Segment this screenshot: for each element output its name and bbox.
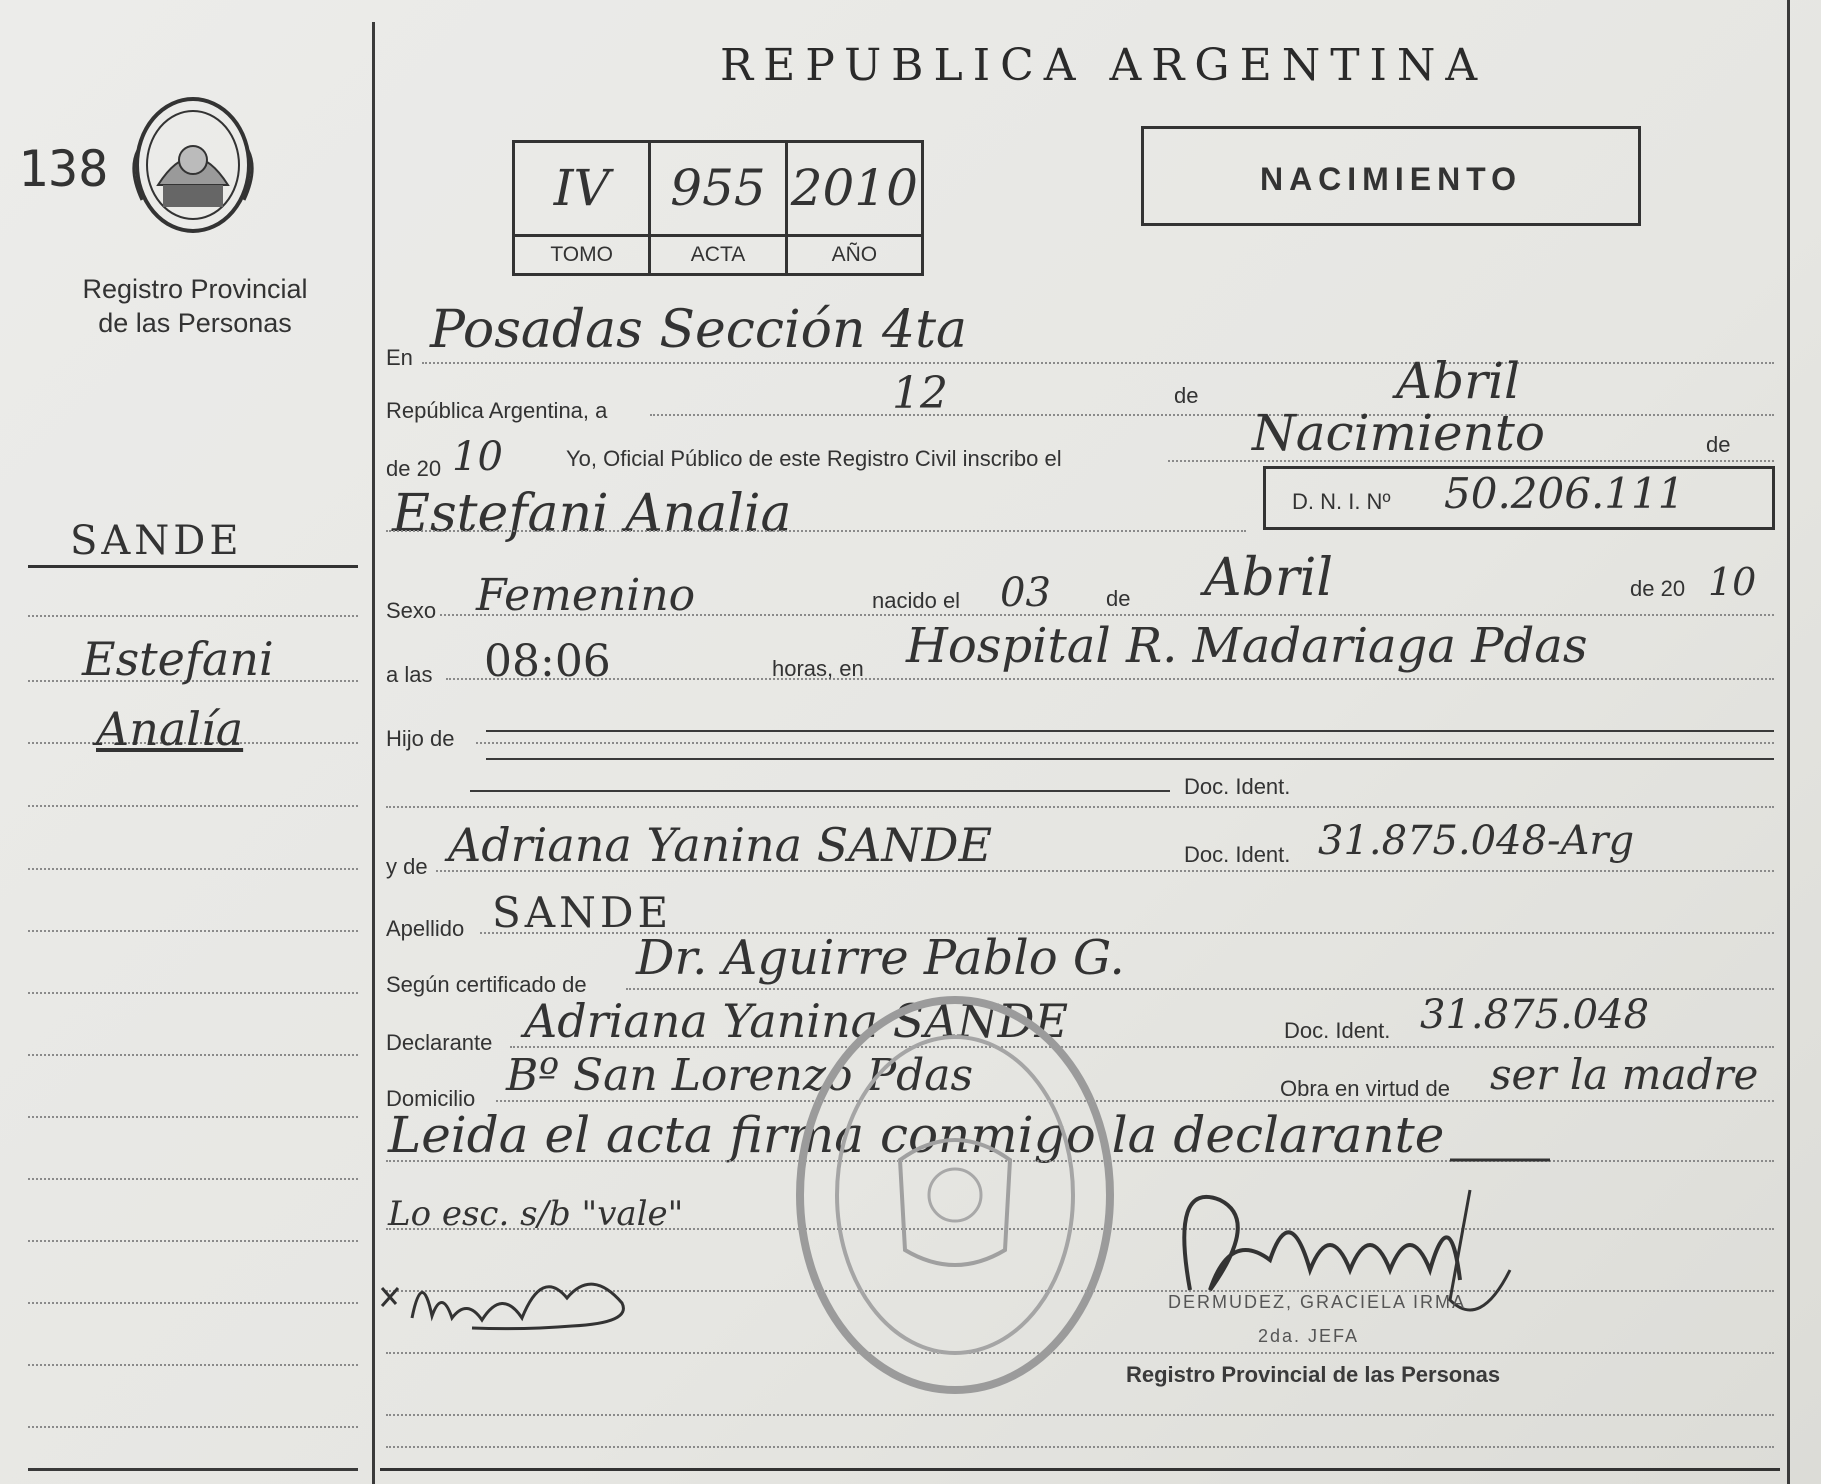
domicilio-label: Domicilio	[386, 1086, 476, 1111]
doctor-value: Dr. Aguirre Pablo G.	[636, 930, 1125, 986]
official-org: Registro Provincial de las Personas	[1126, 1362, 1501, 1387]
apellido-label: Apellido	[386, 916, 465, 941]
act-kind-value: Nacimiento	[1252, 404, 1545, 462]
de20-label: de 20	[386, 456, 442, 481]
registry-name-line2: de las Personas	[98, 308, 292, 338]
yo-label: Yo, Oficial Público de este Registro Civil inscribo el	[566, 446, 1062, 471]
dni-value: 50.206.111	[1444, 469, 1685, 518]
form-line	[476, 742, 1774, 744]
birth-time-value: 08:06	[484, 636, 611, 687]
margin-line	[28, 1240, 358, 1242]
margin-surname: SANDE	[70, 518, 243, 564]
year-suffix-value: 10	[452, 434, 503, 480]
official-name: DERMUDEZ, GRACIELA IRMA	[1168, 1292, 1467, 1312]
declarante-label: Declarante	[386, 1030, 493, 1055]
alas-label: a las	[386, 662, 433, 687]
form-line	[386, 530, 1246, 532]
de-label-2: de	[1706, 432, 1731, 457]
anio-value: 2010	[790, 159, 918, 217]
doc-ident-label-3: Doc. Ident.	[1284, 1018, 1391, 1043]
birth-year-suffix-value: 10	[1708, 560, 1757, 604]
anio-label: AÑO	[788, 234, 921, 273]
birth-place-value: Hospital R. Madariaga Pdas	[906, 618, 1588, 674]
declarante-doc-value: 31.875.048	[1420, 992, 1650, 1038]
form-line	[422, 362, 1774, 364]
name-value: Estefani Analia	[392, 484, 792, 544]
margin-line	[28, 805, 358, 807]
acta-value: 955	[670, 159, 766, 217]
margin-given-name-2: Analía	[96, 702, 244, 756]
margin-line	[28, 1364, 358, 1366]
tomo-value: IV	[553, 159, 610, 217]
hijo-label: Hijo de	[386, 726, 455, 751]
margin-line	[28, 565, 358, 568]
republica-label: República Argentina, a	[386, 398, 608, 423]
registry-name-line1: Registro Provincial	[82, 274, 308, 304]
footer-line	[380, 1468, 1780, 1471]
de-label: de	[1174, 383, 1199, 408]
blank-line	[486, 758, 1774, 760]
form-line	[446, 678, 1774, 680]
form-line	[386, 1446, 1774, 1448]
provincial-seal-icon	[118, 90, 268, 240]
right-border	[1787, 0, 1790, 1484]
tomo-label: TOMO	[515, 234, 648, 273]
form-line	[650, 414, 1774, 416]
margin-bottom-line	[28, 1468, 358, 1471]
sexo-label: Sexo	[386, 598, 437, 623]
mother-doc-value: 31.875.048-Arg	[1318, 818, 1635, 864]
en-label: En	[386, 345, 413, 370]
note-line-2: Lo esc. s/b "vale"	[388, 1194, 684, 1234]
blank-line	[470, 790, 1170, 792]
margin-line	[28, 992, 358, 994]
dni-box	[1263, 466, 1775, 530]
margin-line	[28, 615, 358, 617]
registry-name	[60, 272, 330, 340]
record-id-box	[512, 140, 924, 276]
note-line-1: Leida el acta firma conmigo la declarante	[388, 1106, 1445, 1164]
de-label-3: de	[1106, 586, 1131, 611]
blank-line	[486, 730, 1774, 732]
dni-label: D. N. I. Nº	[1292, 489, 1391, 514]
doc-ident-label: Doc. Ident.	[1184, 774, 1291, 799]
page-title: REPUBLICA ARGENTINA	[720, 40, 1488, 91]
obra-value: ser la madre	[1490, 1050, 1759, 1099]
tomo-cell	[515, 143, 651, 273]
segun-label: Según certificado de	[386, 972, 587, 997]
birth-day-value: 03	[1000, 570, 1051, 616]
record-type-box: NACIMIENTO	[1141, 126, 1641, 226]
declarante-value: Adriana Yanina SANDE	[524, 994, 1069, 1048]
margin-line	[28, 1426, 358, 1428]
yde-label: y de	[386, 854, 428, 879]
mother-value: Adriana Yanina SANDE	[448, 818, 993, 872]
apellido-value: SANDE	[492, 888, 673, 937]
margin-line	[28, 930, 358, 932]
acta-cell	[651, 143, 787, 273]
obra-label: Obra en virtud de	[1280, 1076, 1450, 1101]
official-title: 2da. JEFA	[1258, 1326, 1360, 1346]
sexo-value: Femenino	[476, 570, 696, 621]
doc-ident-label-2: Doc. Ident.	[1184, 842, 1291, 867]
horas-label: horas, en	[772, 656, 864, 681]
margin-line	[28, 1302, 358, 1304]
form-line	[386, 806, 1774, 808]
declarant-signature-icon	[372, 1248, 652, 1348]
official-stamp-icon	[790, 990, 1120, 1400]
acta-label: ACTA	[651, 234, 784, 273]
margin-line	[28, 868, 358, 870]
month-value: Abril	[1396, 352, 1520, 410]
domicilio-value: Bº San Lorenzo Pdas	[506, 1050, 974, 1101]
place-value: Posadas Sección 4ta	[430, 300, 967, 360]
nacido-label: nacido el	[872, 588, 961, 613]
margin-given-name-1: Estefani	[82, 632, 274, 686]
birth-month-value: Abril	[1204, 548, 1333, 608]
margin-line	[28, 1178, 358, 1180]
page-number: 138	[18, 140, 109, 198]
anio-cell	[788, 143, 921, 273]
margin-line	[28, 1116, 358, 1118]
form-line	[386, 1414, 1774, 1416]
day-value: 12	[892, 368, 948, 419]
de20-label-2: de 20	[1630, 576, 1686, 601]
margin-line	[28, 1054, 358, 1056]
